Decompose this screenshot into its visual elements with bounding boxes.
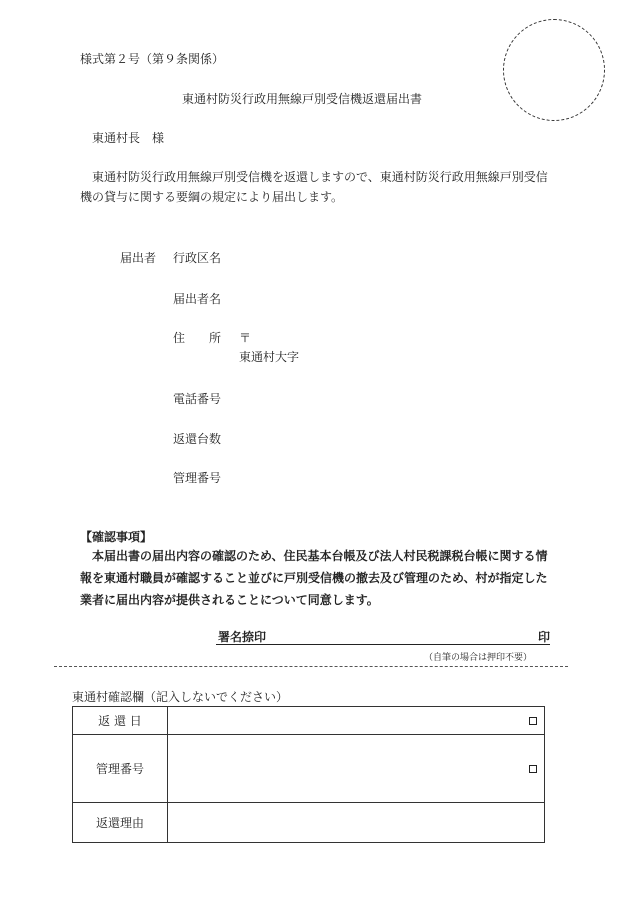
- management-number-cell: [168, 735, 545, 803]
- return-reason-cell: [168, 803, 545, 843]
- district-label: 行政区名: [173, 251, 222, 265]
- office-confirmation-table: [72, 706, 545, 843]
- seal-mark: 印: [538, 630, 551, 644]
- confirmation-body: 本届出書の届出内容の確認のため、住民基本台帳及び法人村民税課税台帳に関する情報を東通村職員が確認すること並びに戸別受信機の撤去及び管理のため、村が指定した業者に届出内容が提供されることについて同意します。: [80, 549, 548, 607]
- signature-line: [216, 644, 550, 645]
- address-prefix: 東通村大字: [239, 350, 300, 364]
- return-reason-label: 返還理由: [73, 803, 168, 843]
- quantity-label: 返還台数: [173, 432, 222, 446]
- return-date-row: [73, 707, 545, 735]
- postal-mark: 〒: [239, 331, 252, 345]
- applicant-heading: 届出者: [120, 251, 157, 265]
- address-label: 住 所: [173, 331, 222, 345]
- cut-line: [54, 666, 568, 667]
- intro-paragraph: 東通村防災行政用無線戸別受信機を返還しますので、東通村防災行政用無線戸別受信機の貸与に関する要綱の規定により届出します。: [80, 170, 548, 204]
- management-number-row: [73, 735, 545, 803]
- management-number-checkbox[interactable]: [529, 765, 537, 773]
- addressee: 東通村長 様: [92, 131, 165, 145]
- return-reason-row: [73, 803, 545, 843]
- signature-label: 署名捺印: [218, 630, 267, 644]
- office-management-number-label: 管理番号: [73, 735, 168, 803]
- phone-label: 電話番号: [173, 392, 222, 406]
- name-label: 届出者名: [173, 292, 222, 306]
- office-section-heading: 東通村確認欄（記入しないでください）: [72, 690, 289, 704]
- return-date-checkbox[interactable]: [529, 717, 537, 725]
- return-date-cell: [168, 707, 545, 735]
- confirmation-heading: 【確認事項】: [80, 530, 153, 544]
- signature-note: （自筆の場合は押印不要）: [424, 653, 533, 663]
- return-date-label: 返 還 日: [73, 707, 168, 735]
- seal-placeholder-circle: [503, 19, 605, 121]
- form-title: 東通村防災行政用無線戸別受信機返還届出書: [182, 92, 423, 106]
- management-number-label: 管理番号: [173, 471, 222, 485]
- form-number: 様式第２号（第９条関係）: [80, 52, 225, 66]
